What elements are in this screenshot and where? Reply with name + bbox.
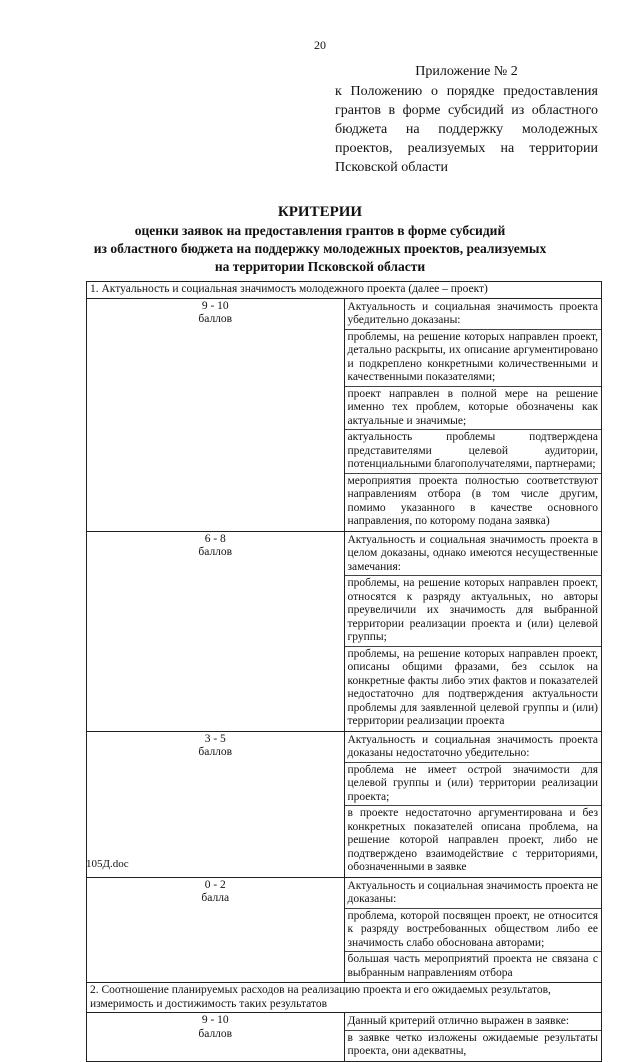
criterion-text: Актуальность и социальная значимость проекта в целом доказаны, однако имеются несущественные замечания: bbox=[347, 533, 598, 573]
table-row bbox=[87, 531, 602, 731]
criterion-text: проект направлен в полной мере на решение именно тех проблем, которые обозначены как актуальные и значимые; bbox=[345, 386, 602, 430]
heading-title: КРИТЕРИИ bbox=[277, 204, 363, 220]
table-row bbox=[87, 877, 602, 983]
score-unit: баллов bbox=[198, 1027, 233, 1040]
score-range: 3 - 5 bbox=[204, 732, 226, 745]
criterion-text: Актуальность и социальная значимость проекта доказаны недостаточно убедительно: bbox=[347, 733, 598, 759]
table-row bbox=[87, 1013, 602, 1062]
criterion-text: большая часть мероприятий проекта не связана с выбранным направлениям отбора bbox=[345, 951, 602, 981]
table-row bbox=[87, 731, 602, 877]
heading-line-1: оценки заявок на предоставления грантов в форме субсидий bbox=[134, 223, 506, 238]
score-cell bbox=[87, 1013, 345, 1062]
heading-line-2: из областного бюджета на поддержку молодежных проектов, реализуемых bbox=[93, 241, 547, 256]
section-row bbox=[87, 282, 602, 299]
appendix-text: к Положению о порядке предоставления грантов в форме субсидий из областного бюджета на поддержку молодежных проектов, реализуемых на территории Псковской области bbox=[335, 84, 598, 175]
criterion-text: Данный критерий отлично выражен в заявке: bbox=[347, 1015, 570, 1027]
score-unit: баллов bbox=[198, 746, 233, 758]
description-cell bbox=[344, 877, 602, 983]
footer-filename: 105Д.doc bbox=[86, 858, 129, 870]
score-unit: балла bbox=[201, 892, 230, 904]
score-range: 9 - 10 bbox=[201, 1014, 229, 1026]
criterion-text: проблемы, на решение которых направлен проект, описаны общими фразами, без ссылок на конкретные факты либо этих фактов и показателей недостаточно для подтверждения актуальности проблемы для заявленной целевой группы и (или) территории реализации проекта bbox=[345, 646, 602, 730]
table-row bbox=[87, 298, 602, 531]
section-title: 2. Соотношение планируемых расходов на реализацию проекта и его ожидаемых результатов, измеримость и достижимость таких результатов bbox=[87, 983, 602, 1013]
description-cell bbox=[344, 731, 602, 877]
criteria-table bbox=[86, 281, 602, 1062]
criterion-text: мероприятия проекта полностью соответствуют направлениям отбора (в том числе другим, помимо указанного в качестве основного направления, по которому подана заявка) bbox=[345, 473, 602, 530]
score-cell bbox=[87, 298, 345, 531]
criterion-text: проблема не имеет острой значимости для целевой группы и (или) территории реализации проекта; bbox=[345, 762, 602, 806]
appendix-title: Приложение № 2 bbox=[415, 64, 518, 79]
criterion-text: Актуальность и социальная значимость проекта не доказаны: bbox=[347, 879, 598, 905]
criterion-text: проблемы, на решение которых направлен проект, детально раскрыты, их описание аргументировано и подкреплено конкретными количественными и качественными показателями; bbox=[345, 329, 602, 386]
criterion-text: проблемы, на решение которых направлен проект, относятся к разряду актуальных, но авторы преувеличили их значимость для выбранной территории реализации проекта и (или) целевой группы; bbox=[345, 575, 602, 646]
score-range: 6 - 8 bbox=[204, 532, 226, 545]
criterion-text: Актуальность и социальная значимость проекта убедительно доказаны: bbox=[347, 300, 598, 326]
score-cell bbox=[87, 731, 345, 877]
section-title: 1. Актуальность и социальная значимость молодежного проекта (далее – проект) bbox=[87, 282, 602, 299]
description-cell bbox=[344, 1013, 602, 1062]
criterion-text: в проекте недостаточно аргументирована и без конкретных показателей описана проблема, на решение которой направлен проект, либо не подтверждено взаимодействие с территориями, обозначенными в заявке bbox=[345, 805, 602, 876]
score-cell bbox=[87, 877, 345, 983]
description-cell bbox=[344, 531, 602, 731]
score-unit: баллов bbox=[198, 313, 233, 325]
score-cell bbox=[87, 531, 345, 731]
criterion-text: проблема, которой посвящен проект, не относится к разряду востребованных обществом либо ее значимость слабо обоснована авторами; bbox=[345, 908, 602, 952]
description-cell bbox=[344, 298, 602, 531]
score-unit: баллов bbox=[198, 546, 233, 558]
score-range: 9 - 10 bbox=[201, 299, 229, 312]
page-number: 20 bbox=[314, 38, 326, 52]
criterion-text: актуальность проблемы подтверждена представителями целевой аудитории, потенциальными благополучателями, партнерами; bbox=[345, 429, 602, 473]
document-heading bbox=[0, 203, 640, 276]
section-row bbox=[87, 983, 602, 1013]
appendix-block bbox=[335, 62, 598, 177]
score-range: 0 - 2 bbox=[204, 878, 226, 891]
heading-line-3: на территории Псковской области bbox=[214, 259, 426, 274]
criterion-text: в заявке четко изложены ожидаемые результаты проекта, они адекватны, bbox=[345, 1030, 602, 1060]
